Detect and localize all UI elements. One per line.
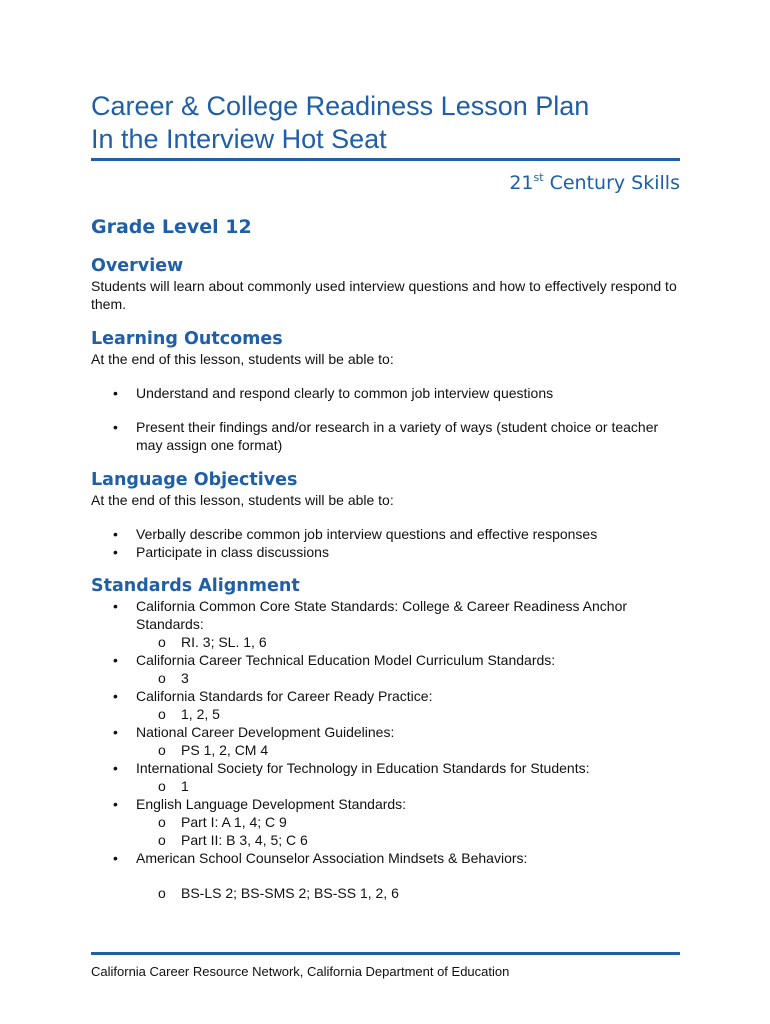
standards-item	[91, 759, 680, 795]
standards-item-label: National Career Development Guidelines:	[136, 724, 395, 740]
standards-heading: Standards Alignment	[91, 576, 300, 596]
standards-item	[91, 651, 680, 687]
overview-heading: Overview	[91, 256, 184, 276]
standards-subitem: o BS-LS 2; BS-SMS 2; BS-SS 1, 2, 6	[136, 884, 680, 902]
standards-subitem: o 1, 2, 5	[136, 705, 680, 723]
standards-item-label: English Language Development Standards:	[136, 796, 407, 812]
language-objectives-intro: At the end of this lesson, students will be able to:	[91, 492, 394, 508]
standards-subitem: o Part II: B 3, 4, 5; C 6	[136, 831, 680, 849]
standards-sublist	[136, 813, 680, 849]
standards-sublist	[136, 705, 680, 723]
footer-text: California Career Resource Network, California Department of Education	[91, 964, 510, 979]
learning-outcomes-intro: At the end of this lesson, students will be able to:	[91, 351, 394, 367]
standards-sublist	[136, 633, 680, 651]
subtitle-superscript: st	[533, 171, 544, 184]
standards-item	[91, 849, 680, 902]
overview-text: Students will learn about commonly used interview questions and how to effectively respond to them.	[91, 278, 677, 312]
standards-item-label: International Society for Technology in Education Standards for Students:	[136, 760, 590, 776]
list-item: • Understand and respond clearly to common job interview questions	[91, 384, 680, 402]
subtitle-number: 21	[509, 172, 534, 194]
grade-level: Grade Level 12	[91, 216, 252, 238]
standards-item	[91, 723, 680, 759]
language-objectives-heading: Language Objectives	[91, 470, 298, 490]
standards-item	[91, 687, 680, 723]
list-item: • Verbally describe common job interview questions and effective responses	[91, 525, 680, 543]
standards-sublist	[136, 777, 680, 795]
standards-item	[91, 795, 680, 849]
title-line-1: Career & College Readiness Lesson Plan	[91, 91, 590, 121]
learning-outcomes-heading: Learning Outcomes	[91, 329, 283, 349]
standards-item-label: California Common Core State Standards: College & Career Readiness Anchor Standards:	[136, 598, 628, 632]
standards-subitem: o 1	[136, 777, 680, 795]
standards-sublist	[136, 884, 680, 902]
standards-item	[91, 597, 680, 651]
standards-item-label: California Career Technical Education Model Curriculum Standards:	[136, 652, 556, 668]
standards-subitem: o Part I: A 1, 4; C 9	[136, 813, 680, 831]
title-divider	[91, 158, 680, 161]
document-page	[91, 90, 680, 902]
standards-item-label: American School Counselor Association Mindsets & Behaviors:	[136, 850, 528, 866]
language-objectives-list	[91, 525, 680, 561]
list-item: • Participate in class discussions	[91, 543, 680, 561]
standards-sublist	[136, 669, 680, 687]
standards-item-label: California Standards for Career Ready Practice:	[136, 688, 433, 704]
standards-subitem: o 3	[136, 669, 680, 687]
learning-outcomes-list	[91, 384, 680, 454]
standards-subitem: o PS 1, 2, CM 4	[136, 741, 680, 759]
list-item: • Present their findings and/or research in a variety of ways (student choice or teacher may assign one format)	[91, 418, 680, 454]
standards-sublist	[136, 741, 680, 759]
subtitle	[91, 171, 680, 195]
title-line-2: In the Interview Hot Seat	[91, 124, 387, 154]
standards-list	[91, 597, 680, 902]
page-footer	[91, 952, 680, 980]
standards-subitem: o RI. 3; SL. 1, 6	[136, 633, 680, 651]
subtitle-text: Century Skills	[543, 172, 680, 194]
page-title	[91, 90, 680, 156]
